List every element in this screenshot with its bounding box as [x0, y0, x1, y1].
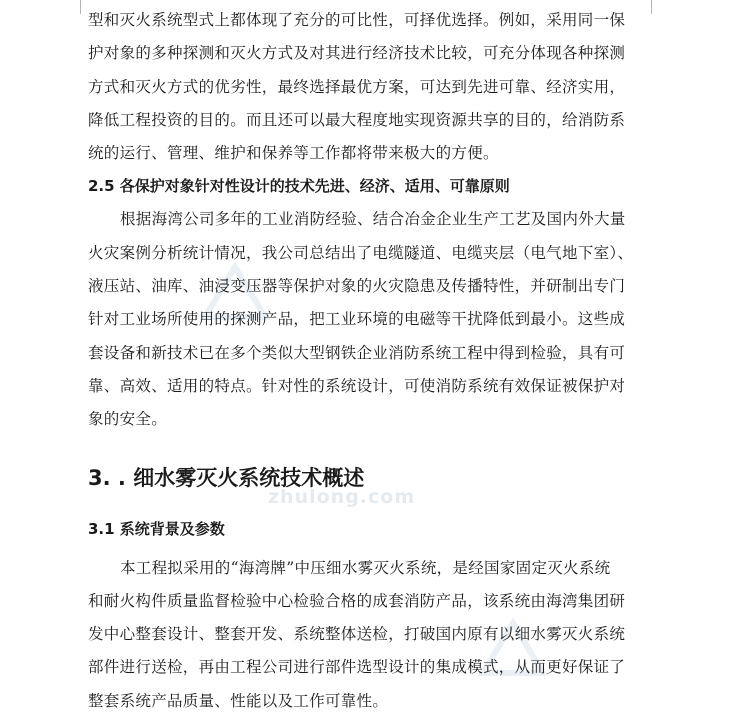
text-line: 统的运行、管理、维护和保养等工作都将带来极大的方便。 — [88, 144, 499, 163]
text-line: 整套系统产品质量、性能以及工作可靠性。 — [88, 691, 389, 710]
paragraph-3-1 — [88, 552, 636, 718]
document-body — [88, 4, 636, 718]
chapter-heading-3: 3. . 细水雾灭火系统技术概述 — [88, 465, 365, 490]
paragraph-2-5 — [88, 203, 636, 436]
text-line: 火灾案例分析统计情况，我公司总结出了电缆隧道、电缆夹层（电气地下室）、 — [88, 243, 634, 262]
section-heading-3-1: 3.1 系统背景及参数 — [88, 519, 225, 538]
text-line: 靠、高效、适用的特点。针对性的系统设计，可使消防系统有效保证被保护对 — [88, 376, 626, 395]
text-line: 液压站、油库、油浸变压器等保护对象的火灾隐患及传播特性，并研制出专门 — [88, 277, 626, 296]
watermark-text: zhulong.com — [268, 486, 416, 508]
text-line: 型和灭火系统型式上都体现了充分的可比性，可择优选择。例如，采用同一保 — [88, 11, 626, 29]
margin-crop-mark-right — [651, 0, 662, 14]
text-line: 部件进行送检，再由工程公司进行部件选型设计的集成模式，从而更好保证了 — [88, 658, 626, 677]
paragraph-top — [88, 4, 636, 170]
text-line: 本工程拟采用的“海湾牌”中压细水雾灭火系统，是经国家固定灭火系统 — [120, 558, 611, 577]
text-line: 根据海湾公司多年的工业消防经验、结合冶金企业生产工艺及国内外大量 — [120, 210, 626, 229]
margin-crop-mark-left — [70, 0, 81, 14]
text-line: 象的安全。 — [88, 410, 168, 429]
text-line: 降低工程投资的目的。而且还可以最大程度地实现资源共享的目的，给消防系 — [88, 110, 626, 129]
text-line: 方式和灭火方式的优劣性，最终选择最优方案，可达到先进可靠、经济实用， — [88, 77, 626, 96]
text-line: 发中心整套设计、整套开发、系统整体送检，打破国内原有以细水雾灭火系统 — [88, 625, 626, 644]
text-line: 和耐火构件质量监督检验中心检验合格的成套消防产品，该系统由海湾集团研 — [88, 591, 626, 610]
text-line: 套设备和新技术已在多个类似大型钢铁企业消防系统工程中得到检验，具有可 — [88, 343, 626, 362]
section-heading-2-5: 2.5 各保护对象针对性设计的技术先进、经济、适用、可靠原则 — [88, 177, 510, 196]
text-line: 护对象的多种探测和灭火方式及对其进行经济技术比较，可充分体现各种探测 — [88, 44, 626, 63]
text-line: 针对工业场所使用的探测产品，把工业环境的电磁等干扰降低到最小。这些成 — [88, 310, 626, 329]
